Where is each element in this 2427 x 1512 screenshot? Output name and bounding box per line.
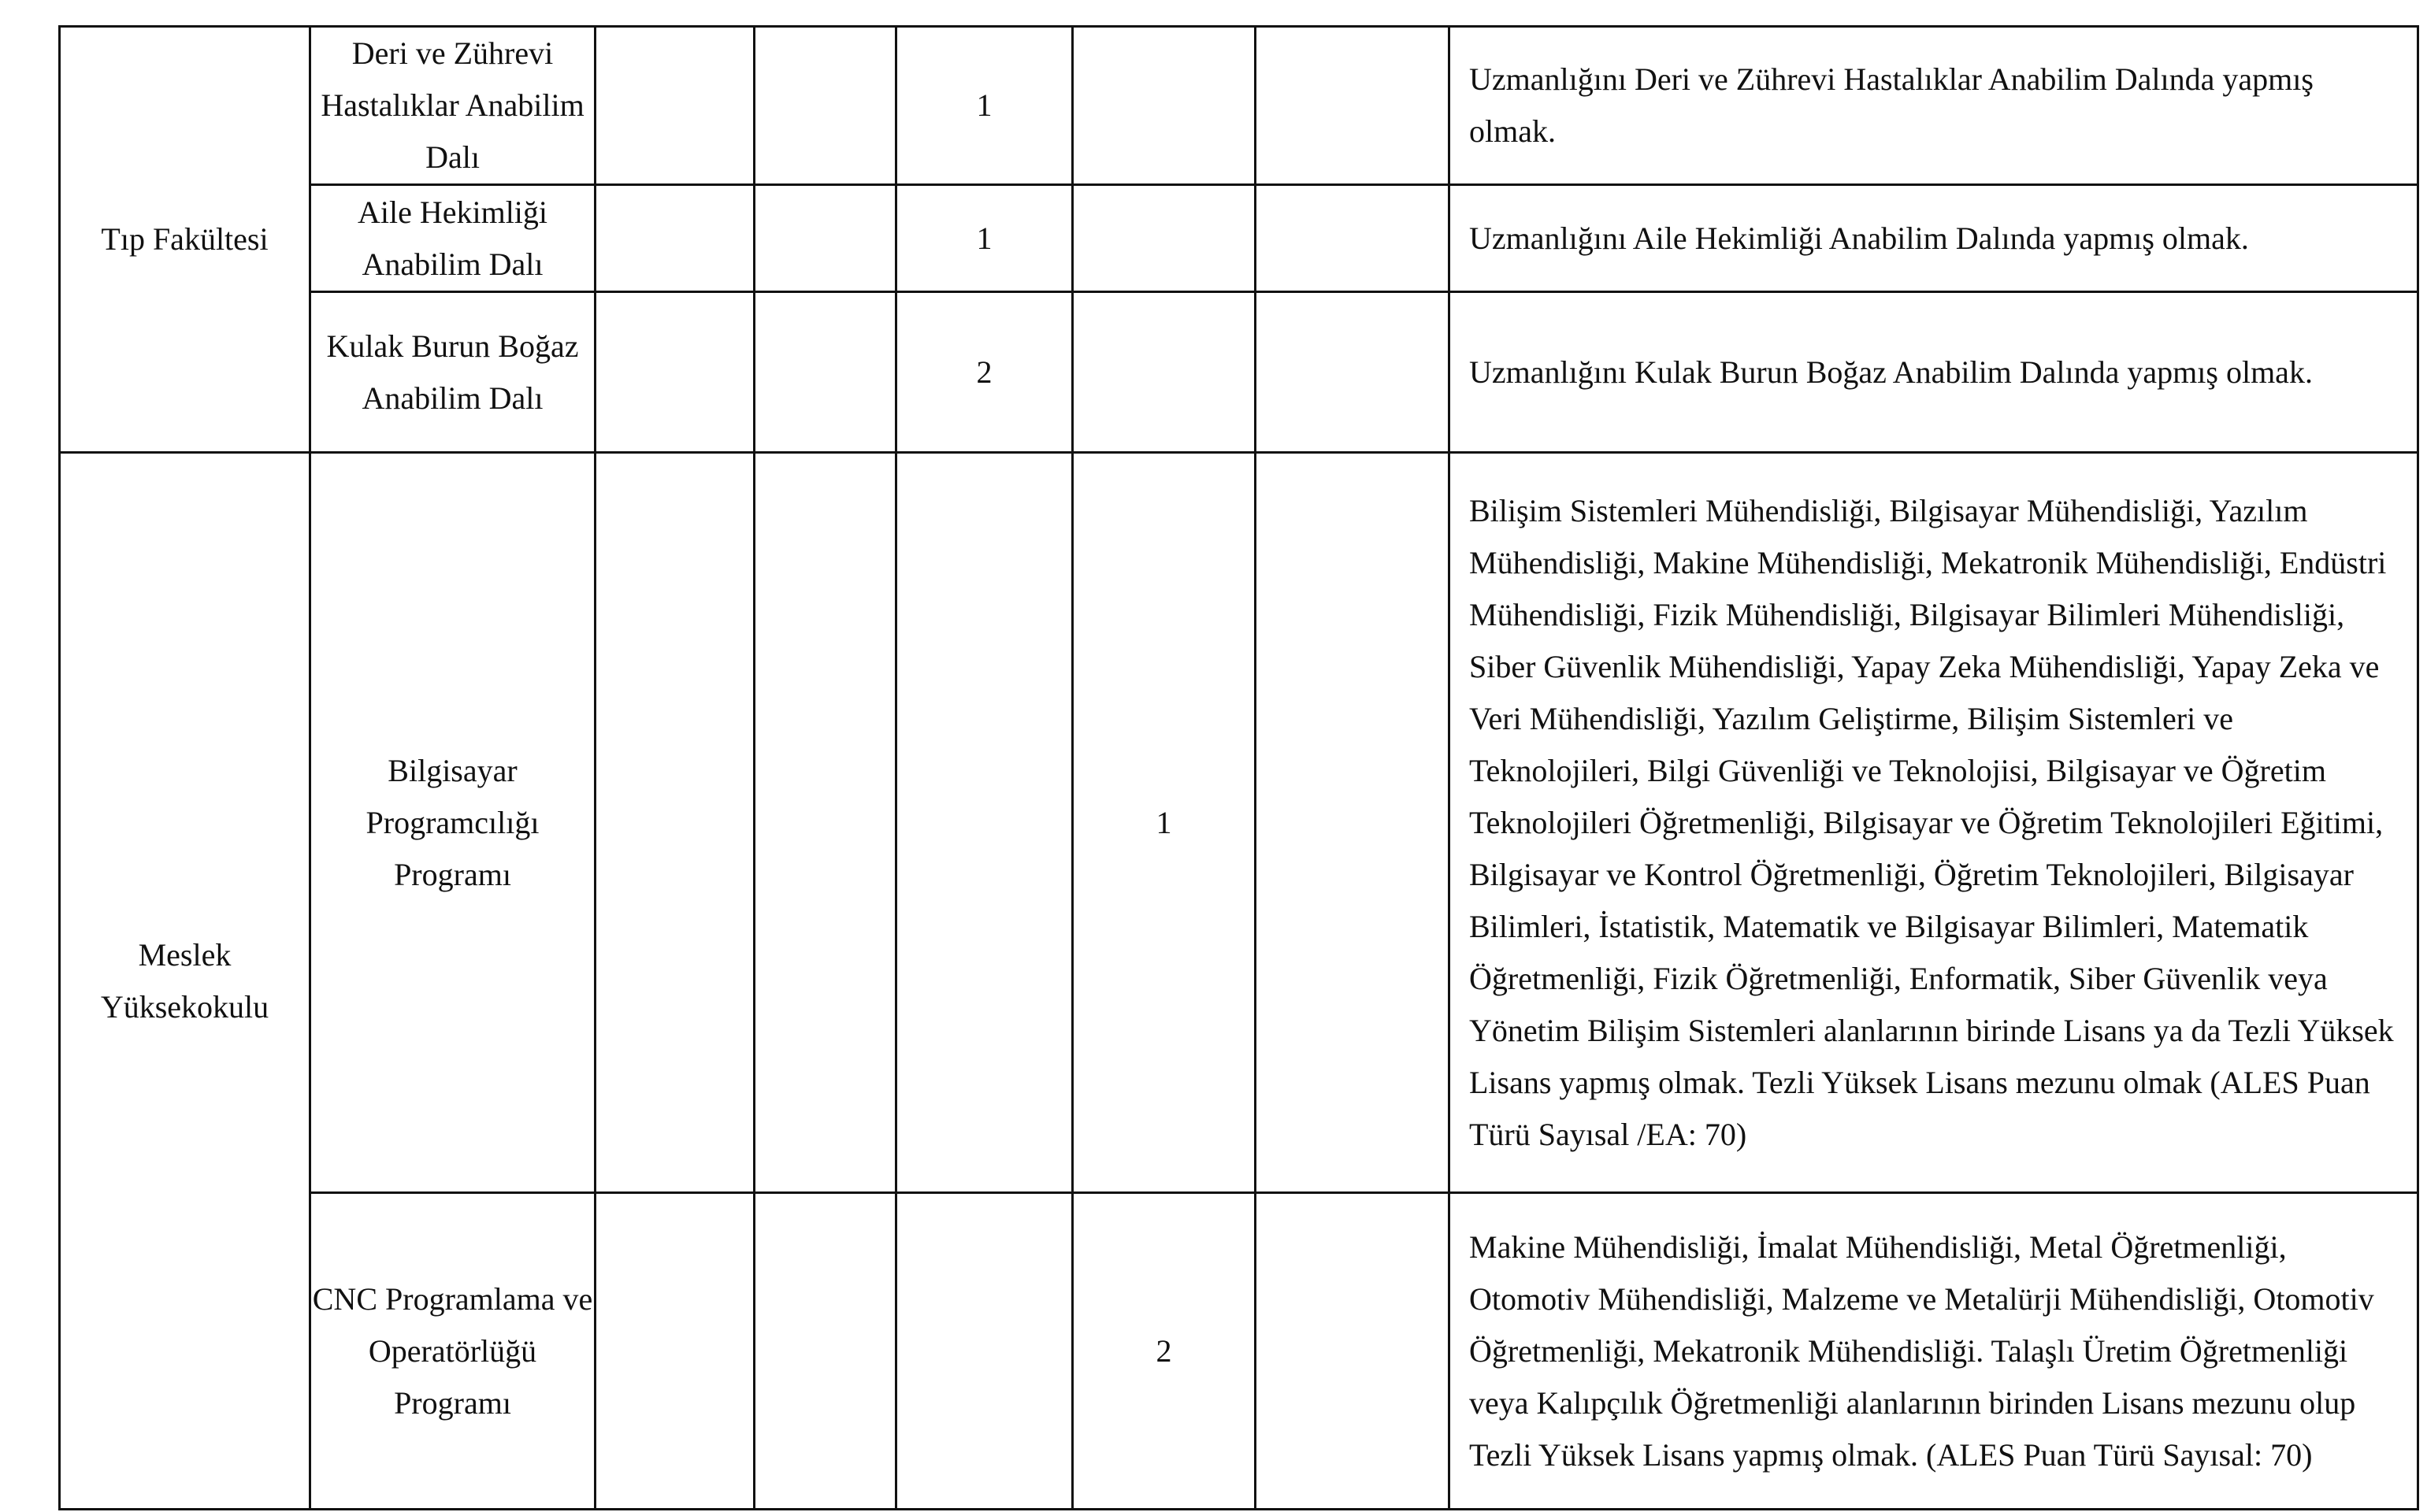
faculty-cell: Meslek Yüksekokulu xyxy=(60,453,310,1510)
staff-positions-table xyxy=(58,25,2419,1510)
empty-cell xyxy=(1256,27,1449,185)
position-count-cell xyxy=(896,1193,1073,1510)
empty-cell xyxy=(1256,1193,1449,1510)
table-row xyxy=(60,185,2418,292)
empty-cell xyxy=(596,185,755,292)
requirement-cell: Uzmanlığını Aile Hekimliği Anabilim Dalında yapmış olmak. xyxy=(1449,185,2418,292)
position-count-cell xyxy=(1073,292,1256,453)
empty-cell xyxy=(596,292,755,453)
empty-cell xyxy=(755,292,896,453)
empty-cell xyxy=(1256,185,1449,292)
position-count-cell xyxy=(1073,185,1256,292)
empty-cell xyxy=(755,1193,896,1510)
table-row xyxy=(60,292,2418,453)
department-cell: Bilgisayar Programcılığı Programı xyxy=(310,453,596,1193)
empty-cell xyxy=(596,1193,755,1510)
requirement-cell: Bilişim Sistemleri Mühendisliği, Bilgisayar Mühendisliği, Yazılım Mühendisliği, Makine Mühendisliği, Mekatronik Mühendisliği, Endüstri Mühendisliği, Fizik Mühendisliği, Bilgisayar Bilimleri Mühendisliği, Siber Güvenlik Mühendisliği, Yapay Zeka Mühendisliği, Yapay Zeka ve Veri Mühendisliği, Yazılım Geliştirme, Bilişim Sistemleri ve Teknolojileri, Bilgi Güvenliği ve Teknolojisi, Bilgisayar ve Öğretim Teknolojileri Öğretmenliği, Bilgisayar ve Öğretim Teknolojileri Eğitimi, Bilgisayar ve Kontrol Öğretmenliği, Öğretim Teknolojileri, Bilgisayar Bilimleri, İstatistik, Matematik ve Bilgisayar Bilimleri, Matematik Öğretmenliği, Fizik Öğretmenliği, Enformatik, Siber Güvenlik veya Yönetim Bilişim Sistemleri alanlarının birinde Lisans ya da Tezli Yüksek Lisans yapmış olmak. Tezli Yüksek Lisans mezunu olmak (ALES Puan Türü Sayısal /EA: 70) xyxy=(1449,453,2418,1193)
faculty-cell: Tıp Fakültesi xyxy=(60,27,310,453)
requirement-cell: Uzmanlığını Deri ve Zührevi Hastalıklar Anabilim Dalında yapmış olmak. xyxy=(1449,27,2418,185)
table-row xyxy=(60,1193,2418,1510)
empty-cell xyxy=(1256,453,1449,1193)
position-count-cell: 1 xyxy=(896,185,1073,292)
table-row xyxy=(60,27,2418,185)
empty-cell xyxy=(1256,292,1449,453)
department-cell: Aile Hekimliği Anabilim Dalı xyxy=(310,185,596,292)
empty-cell xyxy=(755,185,896,292)
table-row xyxy=(60,453,2418,1193)
department-cell: CNC Programlama ve Operatörlüğü Programı xyxy=(310,1193,596,1510)
department-cell: Deri ve Zührevi Hastalıklar Anabilim Dalı xyxy=(310,27,596,185)
empty-cell xyxy=(596,27,755,185)
empty-cell xyxy=(755,27,896,185)
position-count-cell xyxy=(1073,27,1256,185)
requirement-cell: Uzmanlığını Kulak Burun Boğaz Anabilim Dalında yapmış olmak. xyxy=(1449,292,2418,453)
position-count-cell: 1 xyxy=(1073,453,1256,1193)
position-count-cell: 2 xyxy=(896,292,1073,453)
position-count-cell xyxy=(896,453,1073,1193)
department-cell: Kulak Burun Boğaz Anabilim Dalı xyxy=(310,292,596,453)
empty-cell xyxy=(596,453,755,1193)
position-count-cell: 1 xyxy=(896,27,1073,185)
position-count-cell: 2 xyxy=(1073,1193,1256,1510)
requirement-cell: Makine Mühendisliği, İmalat Mühendisliği, Metal Öğretmenliği, Otomotiv Mühendisliği, Malzeme ve Metalürji Mühendisliği, Otomotiv Öğretmenliği, Mekatronik Mühendisliği. Talaşlı Üretim Öğretmenliği veya Kalıpçılık Öğretmenliği alanlarının birinden Lisans mezunu olup Tezli Yüksek Lisans yapmış olmak. (ALES Puan Türü Sayısal: 70) xyxy=(1449,1193,2418,1510)
empty-cell xyxy=(755,453,896,1193)
